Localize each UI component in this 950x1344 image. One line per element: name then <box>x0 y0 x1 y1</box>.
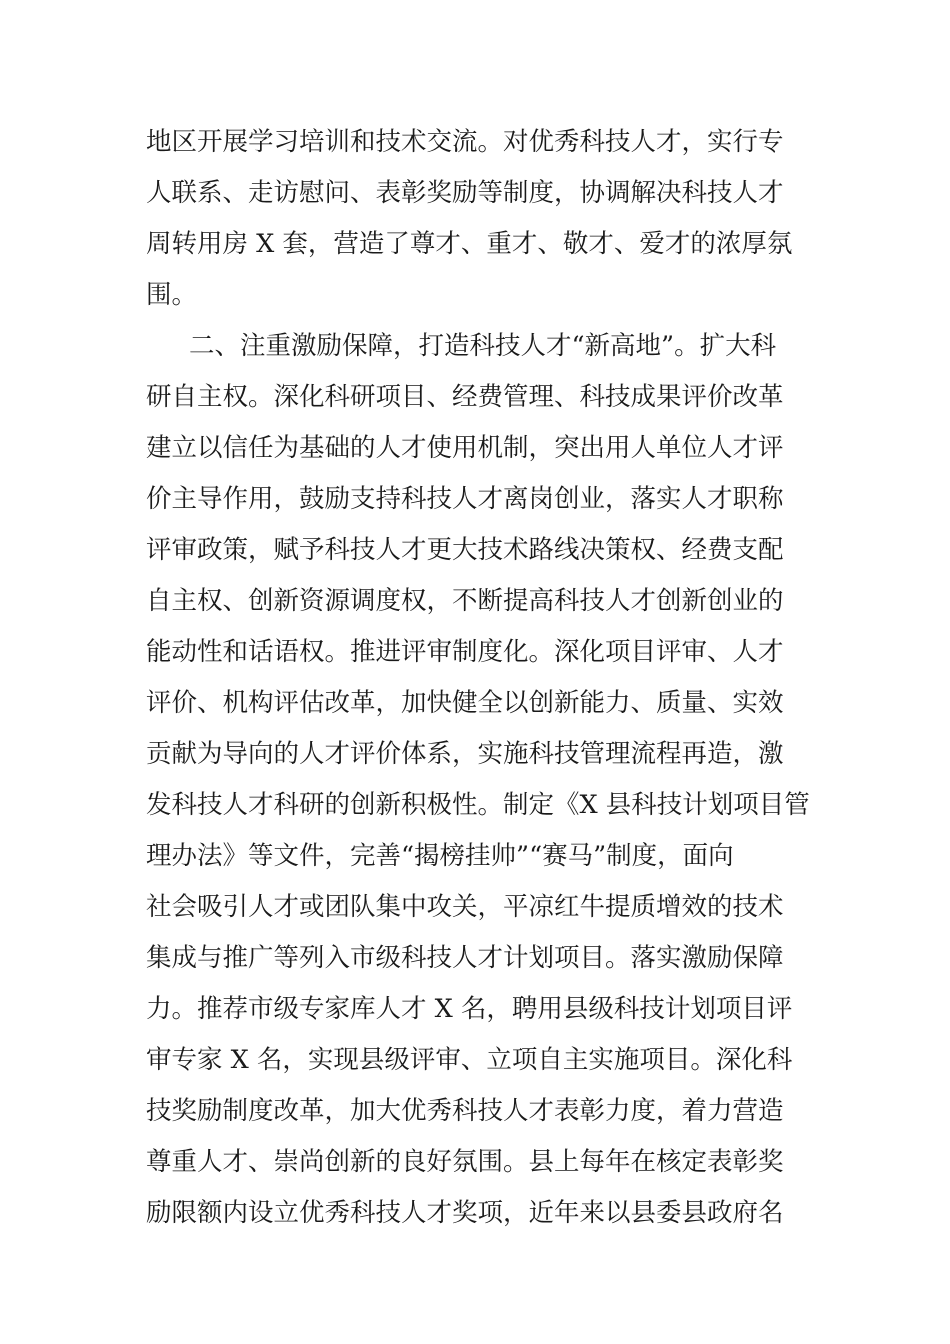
text-line: 力。推荐市级专家库人才 X 名，聘用县级科技计划项目评 <box>146 994 793 1024</box>
text-line: 评审政策，赋予科技人才更大技术路线决策权、经费支配 <box>146 535 784 565</box>
text-line: 集成与推广等列入市级科技人才计划项目。落实激励保障 <box>146 943 784 973</box>
text-line: 能动性和话语权。推进评审制度化。深化项目评审、人才 <box>146 637 784 667</box>
text-line: 研自主权。深化科研项目、经费管理、科技成果评价改革 <box>146 382 784 412</box>
text-line: 人联系、走访慰问、表彰奖励等制度，协调解决科技人才 <box>146 178 784 208</box>
text-line: 自主权、创新资源调度权，不断提高科技人才创新创业的 <box>146 586 784 616</box>
text-line: 技奖励制度改革，加大优秀科技人才表彰力度，着力营造 <box>146 1096 784 1126</box>
text-line: 价主导作用，鼓励支持科技人才离岗创业，落实人才职称 <box>146 484 784 514</box>
text-line: 建立以信任为基础的人才使用机制，突出用人单位人才评 <box>146 433 784 463</box>
text-line: 社会吸引人才或团队集中攻关，平凉红牛提质增效的技术 <box>146 892 784 922</box>
text-line: 尊重人才、崇尚创新的良好氛围。县上每年在核定表彰奖 <box>146 1147 784 1177</box>
text-line: 周转用房 X 套，营造了尊才、重才、敬才、爱才的浓厚氛 <box>146 229 793 259</box>
text-line: 审专家 X 名，实现县级评审、立项自主实施项目。深化科 <box>146 1045 793 1075</box>
text-line: 理办法》等文件，完善“揭榜挂帅”“赛马”制度，面向 <box>146 841 734 871</box>
text-line: 励限额内设立优秀科技人才奖项，近年来以县委县政府名 <box>146 1198 784 1228</box>
section-heading-line: 二、注重激励保障，打造科技人才“新高地”。扩大科 <box>189 331 777 361</box>
text-line: 地区开展学习培训和技术交流。对优秀科技人才，实行专 <box>146 127 784 157</box>
text-line: 发科技人才科研的创新积极性。制定《X 县科技计划项目管 <box>146 790 810 820</box>
text-line: 围。 <box>146 280 198 310</box>
text-line: 评价、机构评估改革，加快健全以创新能力、质量、实效 <box>146 688 784 718</box>
text-line: 贡献为导向的人才评价体系，实施科技管理流程再造，激 <box>146 739 784 769</box>
